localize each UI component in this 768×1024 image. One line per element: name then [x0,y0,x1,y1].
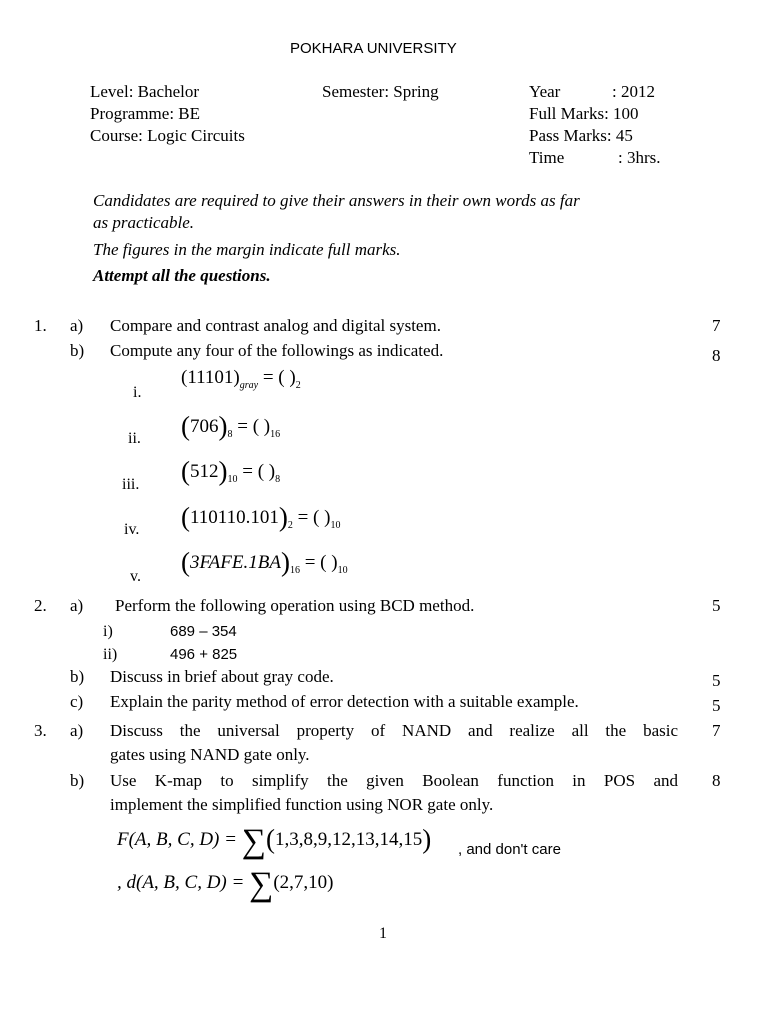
q1b-item-iv-numeral: iv. [124,521,140,538]
q1a-marks: 7 [712,316,721,335]
time-value: : 3hrs. [618,148,661,167]
instruction-line-3: The figures in the margin indicate full marks. [93,240,401,259]
q2a-sub-i-label: i) [103,623,113,640]
instruction-line-1: Candidates are required to give their answers in their own words as far [93,191,580,210]
sum-icon: ∑ [249,866,274,903]
q3a-marks: 7 [712,721,721,740]
q2a-sub-ii-label: ii) [103,646,118,663]
q1b-item-i-expr: $(11101)_{gray}$ = ( )$_2$ [181,367,301,391]
q1b-text: Compute any four of the followings as indicated. [110,341,444,360]
year-value: : 2012 [612,82,655,101]
q3b-label: b) [70,771,85,790]
dont-care-label: , and don't care [458,841,561,858]
q1a-text: Compare and contrast analog and digital system. [110,316,441,335]
q2b-text: Discuss in brief about gray code. [110,667,334,686]
q3-number: 3. [34,721,47,740]
sum-icon: ∑ [241,823,266,860]
q2c-marks: 5 [712,696,721,715]
q2b-marks: 5 [712,671,721,690]
q2c-label: c) [70,692,84,711]
q2c-text: Explain the parity method of error detection with a suitable example. [110,692,579,711]
q1b-item-iv-expr: $(110110.101)_2$ = ( )$_{10}$ [181,502,341,532]
q2a-sub-ii-expr: 496 + 825 [170,646,238,663]
level-label: Level: Bachelor [90,82,200,101]
q1a-label: a) [70,316,84,335]
q1b-item-v-numeral: v. [130,568,141,585]
q2-number: 2. [34,596,47,615]
instruction-line-2: as practicable. [93,213,195,232]
q1b-marks: 8 [712,346,721,365]
q3b-function-expr: F(A, B, C, D) = ∑(1,3,8,9,12,13,14,15) [117,823,432,860]
q2a-text: Perform the following operation using BCD method. [115,596,475,615]
q3b-text-line-2: implement the simplified function using NOR gate only. [110,795,494,814]
q1b-item-i-numeral: i. [133,384,142,401]
q1b-item-iii-expr: $(512)_{10}$ = ( )$_8$ [181,456,281,486]
q2a-label: a) [70,596,84,615]
q3a-text-line-1: Discuss the universal property of NAND and realize all the basic [110,721,678,740]
q2a-marks: 5 [712,596,721,615]
q3b-dont-care-expr: , d(A, B, C, D) = ∑(2,7,10) [117,866,334,903]
q2a-sub-i-expr: 689 – 354 [170,623,237,640]
q1b-item-iii-numeral: iii. [122,476,140,493]
q3a-label: a) [70,721,84,740]
full-marks-label: Full Marks: 100 [529,104,639,123]
course-label: Course: Logic Circuits [90,126,245,145]
q1b-item-ii-numeral: ii. [128,430,141,447]
q1b-item-v-expr: $(3FAFE.1BA)_{16}$ = ( )$_{10}$ [181,547,348,577]
page-number: 1 [379,925,387,942]
instruction-line-4: Attempt all the questions. [93,266,271,285]
year-label: Year [529,82,561,101]
programme-label: Programme: BE [90,104,201,123]
q1b-label: b) [70,341,85,360]
q2b-label: b) [70,667,85,686]
semester-label: Semester: Spring [322,82,439,101]
q3a-text-line-2: gates using NAND gate only. [110,745,310,764]
university-title: POKHARA UNIVERSITY [290,40,457,57]
q1b-item-ii-expr: $(706)_8$ = ( )$_{16}$ [181,411,281,441]
time-label: Time [529,148,565,167]
pass-marks-label: Pass Marks: 45 [529,126,633,145]
q3b-text-line-1: Use K-map to simplify the given Boolean function in POS and [110,771,678,790]
q3b-marks: 8 [712,771,721,790]
q1-number: 1. [34,316,47,335]
